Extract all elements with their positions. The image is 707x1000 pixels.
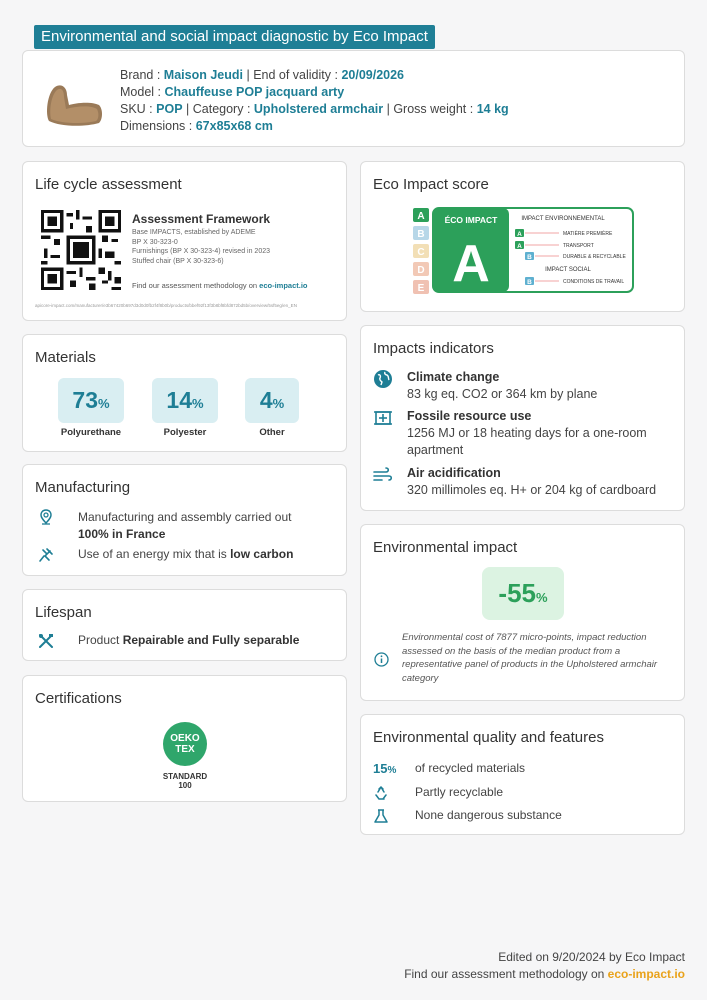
- wind-icon: [373, 465, 395, 499]
- qr-code-icon[interactable]: [41, 210, 121, 290]
- material-label: Polyurethane: [60, 427, 122, 438]
- recycled-percent: 15%: [373, 761, 397, 776]
- framework-line: Base IMPACTS, established by ADEME: [132, 229, 256, 236]
- manufacturing-title: Manufacturing: [35, 479, 131, 496]
- manufacturing-bold: low carbon: [230, 547, 294, 561]
- certifications-card: [22, 675, 347, 802]
- page-title: Environmental and social impact diagnostic by Eco Impact: [34, 25, 435, 49]
- lifespan-bold: Repairable and Fully separable: [122, 633, 300, 647]
- methodology-text: Find our assessment methodology on: [132, 281, 258, 290]
- grade-scale-d-letter: D: [417, 265, 425, 276]
- globe-icon: [373, 369, 395, 403]
- environmental-impact-note: Environmental cost of 7877 micro-points, impact reduction assessed on the basis of the median product from a representative panel of products in the Upholstered armchair category: [402, 632, 658, 684]
- material-percent-other: 4%: [245, 378, 299, 423]
- row-label-transport: TRANSPORT: [563, 243, 594, 249]
- tools-icon: [35, 633, 57, 651]
- validity-label: | End of validity :: [246, 68, 338, 82]
- oeko-tex-standard: STANDARD 100: [162, 772, 208, 790]
- grade-scale-b-letter: B: [417, 229, 425, 240]
- weight-label: | Gross weight :: [386, 102, 474, 116]
- score-card: [360, 161, 685, 312]
- material-label: Polyester: [163, 427, 207, 438]
- lca-url[interactable]: apicore-impact.com/manufacturer/e3b67420b697d3d0d0fb2f4f8b0b/products/bbef92f13f3b8bf8bfd872bd5b/overview/5sf5eg/en_EN: [35, 303, 297, 308]
- dimensions-value: 67x85x68 cm: [195, 119, 273, 133]
- footer-methodology: Find our assessment methodology on eco-impact.io: [404, 967, 685, 981]
- overall-grade: A: [452, 235, 490, 293]
- framework-title: Assessment Framework: [132, 212, 271, 226]
- svg-text:B: B: [527, 279, 532, 286]
- certifications-title: Certifications: [35, 690, 122, 707]
- framework-line: BP X 30-323-0: [132, 238, 178, 246]
- category-value: Upholstered armchair: [253, 102, 384, 116]
- methodology-link[interactable]: eco-impact.io: [259, 281, 308, 290]
- category-label: | Category :: [186, 102, 251, 116]
- grade-scale-e-letter: E: [417, 283, 425, 294]
- material-percent-polyurethane: 73%: [58, 378, 124, 423]
- grade-scale-c-letter: C: [417, 247, 425, 258]
- svg-text:A: A: [517, 231, 522, 238]
- label-title: ÉCO IMPACT: [444, 215, 498, 225]
- framework-line: Stuffed chair (BP X 30-323-6): [132, 257, 224, 265]
- impacts-title: Impacts indicators: [373, 340, 494, 357]
- flask-icon: [373, 808, 401, 827]
- brand-value: Maison Jeudi: [163, 68, 243, 82]
- indicator-desc: 83 kg eq. CO2 or 364 km by plane: [407, 387, 598, 401]
- footer-edited: Edited on 9/20/2024 by Eco Impact: [498, 950, 685, 964]
- environmental-impact-card: [360, 524, 685, 701]
- material-label: Other: [259, 427, 285, 438]
- product-card: [22, 50, 685, 147]
- dimensions-label: Dimensions :: [120, 119, 193, 133]
- resource-icon: [373, 408, 395, 459]
- social-heading: IMPACT SOCIAL: [545, 267, 591, 273]
- svg-text:A: A: [517, 243, 522, 250]
- lca-card: [22, 161, 347, 321]
- eco-impact-label: [413, 206, 635, 296]
- validity-value: 20/09/2026: [341, 68, 405, 82]
- armchair-image: [41, 81, 105, 129]
- recyclable-text: Partly recyclable: [415, 785, 504, 799]
- framework-line: Furnishings (BP X 30-323-4) revised in 2023: [132, 248, 271, 255]
- materials-card: [22, 334, 347, 452]
- oeko-tex-logo: OEKO TEX: [163, 722, 207, 766]
- impacts-card: [360, 325, 685, 511]
- row-label-durable: DURABLE & RECYCLABLE: [563, 254, 626, 260]
- lifespan-card: [22, 589, 347, 661]
- impact-reduction-value: -55%: [482, 567, 564, 620]
- indicator-title: Fossile resource use: [407, 409, 532, 423]
- sku-value: POP: [156, 102, 183, 116]
- manufacturing-bold: 100% in France: [78, 527, 166, 541]
- lifespan-text: Product: [78, 633, 120, 647]
- model-label: Model :: [120, 85, 161, 99]
- sku-label: SKU :: [120, 102, 153, 116]
- model-value: Chauffeuse POP jacquard arty: [164, 85, 345, 99]
- quality-title: Environmental quality and features: [373, 729, 604, 746]
- dangerous-substance-text: None dangerous substance: [415, 808, 562, 822]
- score-title: Eco Impact score: [373, 176, 489, 193]
- footer-methodology-link[interactable]: eco-impact.io: [607, 967, 685, 981]
- manufacturing-line: Manufacturing and assembly carried out: [78, 510, 292, 524]
- row-label-raw-material: MATIÈRE PREMIÈRE: [563, 231, 613, 237]
- recycled-text: of recycled materials: [415, 761, 526, 775]
- brand-label: Brand :: [120, 68, 161, 82]
- lifespan-title: Lifespan: [35, 604, 92, 621]
- svg-text:B: B: [527, 254, 532, 261]
- energy-icon: [35, 547, 57, 565]
- material-percent-polyester: 14%: [152, 378, 218, 423]
- indicator-desc: 1256 MJ or 18 heating days for a one-room apartment: [407, 426, 647, 457]
- manufacturing-line: Use of an energy mix that is: [78, 547, 227, 561]
- weight-value: 14 kg: [476, 102, 509, 116]
- environmental-impact-title: Environmental impact: [373, 539, 518, 556]
- location-pin-icon: [35, 509, 57, 527]
- grade-scale-a-letter: A: [417, 211, 425, 222]
- materials-title: Materials: [35, 349, 96, 366]
- info-icon[interactable]: [374, 652, 389, 672]
- env-heading: IMPACT ENVIRONNEMENTAL: [521, 216, 605, 222]
- indicator-title: Air acidification: [407, 466, 501, 480]
- indicator-desc: 320 millimoles eq. H+ or 204 kg of cardboard: [407, 483, 657, 497]
- recycle-icon: [373, 785, 401, 804]
- row-label-working-conditions: CONDITIONS DE TRAVAIL: [563, 279, 625, 285]
- manufacturing-card: [22, 464, 347, 576]
- indicator-title: Climate change: [407, 370, 500, 384]
- quality-card: [360, 714, 685, 835]
- lca-title: Life cycle assessment: [35, 176, 182, 193]
